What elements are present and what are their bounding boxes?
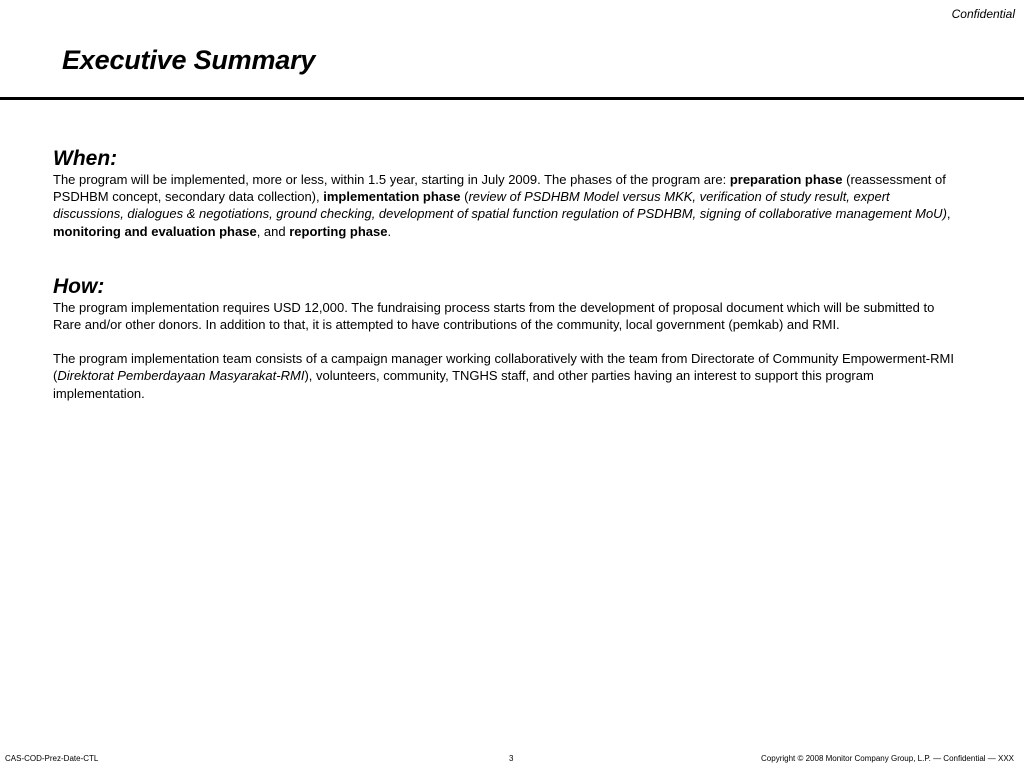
when-paragraph (53, 171, 963, 240)
team-text-1: The program implementation team consists of a campaign manager working collaboratively with the team from Directorate of Community Empowerment-RMI ( (53, 351, 954, 384)
how-paragraph-team (53, 350, 963, 402)
footer-copyright: Copyright © 2008 Monitor Company Group, L.P. — Confidential — XXX (761, 754, 1014, 763)
implementation-details: review of PSDHBM Model versus MKK, verification of study result, expert discussions, dialogues & negotiations, ground checking, development of spatial function regulation of PSDHBM, signing of collaborative management MoU) (53, 189, 947, 222)
directorate-name: Direktorat Pemberdayaan Masyarakat-RMI (57, 368, 305, 384)
when-text-6: . (387, 223, 392, 239)
how-heading: How: (53, 274, 105, 298)
implementation-phase-label: implementation phase (323, 189, 461, 205)
slide-body (53, 146, 963, 402)
when-text-3: ( (460, 189, 469, 205)
how-section (53, 274, 963, 402)
when-text-5: , and (256, 223, 290, 239)
footer-document-code: CAS-COD-Prez-Date-CTL (5, 754, 99, 763)
reporting-phase-label: reporting phase (289, 223, 388, 239)
when-text-2: (reassessment of PSDHBM concept, secondary data collection), (53, 172, 946, 205)
team-text-2: ), volunteers, community, TNGHS staff, and other parties having an interest to support this program implementation. (53, 368, 874, 401)
monitoring-phase-label: monitoring and evaluation phase (53, 223, 257, 239)
preparation-phase-label: preparation phase (729, 172, 843, 187)
confidential-label: Confidential (951, 7, 1015, 21)
when-heading: When: (53, 147, 118, 170)
footer-page-number: 3 (509, 754, 514, 763)
slide-title: Executive Summary (62, 45, 316, 75)
title-divider (0, 97, 1024, 100)
when-section (53, 146, 963, 240)
when-text-4: , (946, 206, 951, 222)
how-paragraph-funding: The program implementation requires USD 12,000. The fundraising process starts from the development of proposal document which will be submitted to Rare and/or other donors. In addition to that, it is attempted to have contributions of the community, local government (pemkab) and RMI. (53, 299, 935, 333)
when-text-1: The program will be implemented, more or less, within 1.5 year, starting in July 2009. The phases of the program are: (53, 172, 730, 187)
